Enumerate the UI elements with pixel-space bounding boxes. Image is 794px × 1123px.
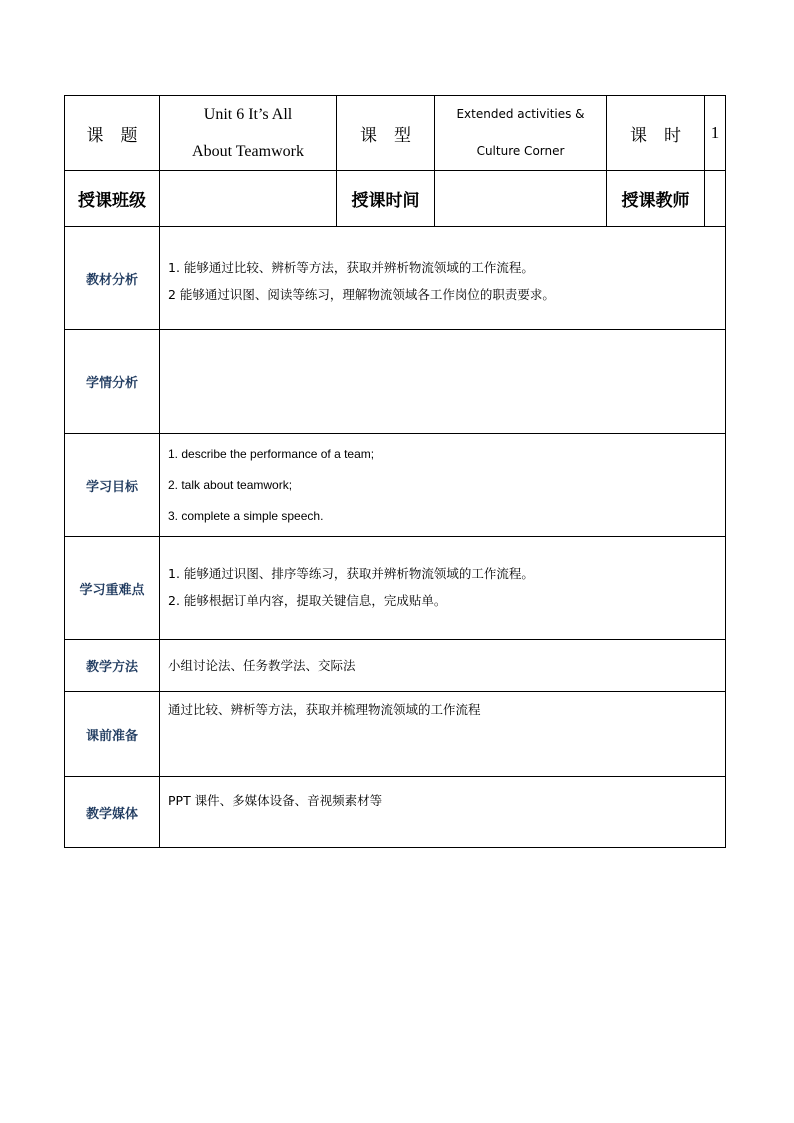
students-label: 学情分析 [65, 330, 160, 434]
keypoints-content [160, 537, 726, 640]
media-label: 教学媒体 [65, 777, 160, 848]
material-line-1: 1. 能够通过比较、辨析等方法，获取并辨析物流领域的工作流程。 [168, 260, 534, 275]
keypoint-1: 1. 能够通过识图、排序等练习，获取并辨析物流领域的工作流程。 [168, 566, 534, 581]
methods-row [65, 640, 726, 692]
type-line-1: Extended activities & [456, 107, 585, 121]
media-line: PPT 课件、多媒体设备、音视频素材等 [168, 793, 383, 808]
keypoints-row [65, 537, 726, 640]
keypoints-label: 学习重难点 [65, 537, 160, 640]
time-value [435, 171, 607, 227]
students-content [160, 330, 726, 434]
topic-value [160, 96, 337, 171]
preparation-line: 通过比较、辨析等方法，获取并梳理物流领域的工作流程 [168, 702, 481, 717]
topic-line-2: About Teamwork [192, 143, 304, 160]
preparation-row [65, 692, 726, 777]
keypoint-2: 2. 能够根据订单内容，提取关键信息，完成贴单。 [168, 593, 447, 608]
class-value [160, 171, 337, 227]
material-content [160, 227, 726, 330]
preparation-label: 课前准备 [65, 692, 160, 777]
methods-label: 教学方法 [65, 640, 160, 692]
preparation-content [160, 692, 726, 777]
type-line-2: Culture Corner [476, 144, 565, 158]
objectives-content [160, 434, 726, 537]
class-label: 授课班级 [65, 171, 160, 227]
topic-line-1: Unit 6 It’s All [203, 106, 293, 123]
type-value [435, 96, 607, 171]
objectives-row [65, 434, 726, 537]
media-row [65, 777, 726, 848]
hours-value: 1 [705, 96, 726, 171]
type-label: 课 型 [337, 96, 435, 171]
teacher-label: 授课教师 [607, 171, 705, 227]
objective-1: 1. describe the performance of a team; [168, 447, 375, 461]
students-row [65, 330, 726, 434]
topic-label: 课 题 [65, 96, 160, 171]
hours-label: 课 时 [607, 96, 705, 171]
header-row [65, 96, 726, 171]
info-row [65, 171, 726, 227]
time-label: 授课时间 [337, 171, 435, 227]
methods-line: 小组讨论法、任务教学法、交际法 [168, 658, 356, 673]
objectives-label: 学习目标 [65, 434, 160, 537]
material-line-2: 2 能够通过识图、阅读等练习，理解物流领域各工作岗位的职责要求。 [168, 287, 555, 302]
objective-3: 3. complete a simple speech. [168, 509, 324, 523]
material-row [65, 227, 726, 330]
material-label: 教材分析 [65, 227, 160, 330]
teacher-value [705, 171, 726, 227]
methods-content [160, 640, 726, 692]
objective-2: 2. talk about teamwork; [168, 478, 293, 492]
lesson-plan-table [64, 95, 726, 848]
media-content [160, 777, 726, 848]
